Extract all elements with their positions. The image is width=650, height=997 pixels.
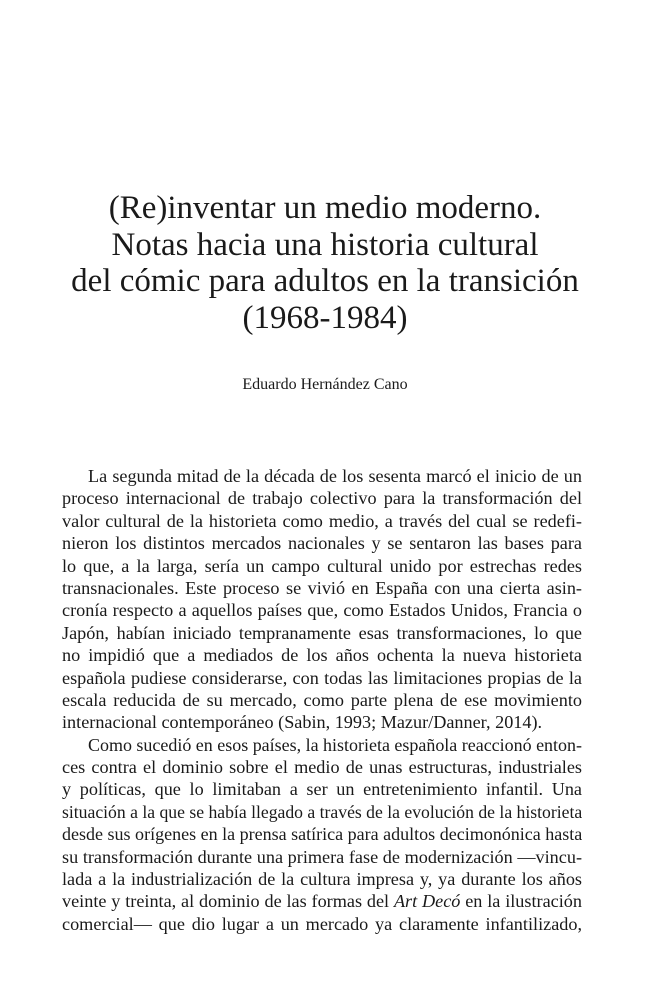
title-line: (1968-1984) xyxy=(242,299,408,336)
title-line: (Re)inventar un medio moderno. xyxy=(108,190,542,226)
title-line: Notas hacia una historia cultural xyxy=(111,226,539,263)
text-line: lada a la industrialización de la cultura impresa y, ya durante los años xyxy=(62,869,582,890)
text-line: Como sucedió en esos países, la historieta española reaccionó enton- xyxy=(88,734,582,755)
text-line: lo que, a la larga, sería un campo cultural unido por estrechas redes xyxy=(62,555,582,576)
text-line: desde sus orígenes en la prensa satírica para adultos decimonónica hasta xyxy=(62,824,583,845)
italic-term: Art Decó xyxy=(393,891,461,912)
body-text xyxy=(62,465,582,935)
text-line: La segunda mitad de la década de los sesenta marcó el inicio de un xyxy=(88,466,582,486)
text-line: proceso internacional de trabajo colectivo para la transformación del xyxy=(62,488,582,509)
text-line: comercial— que dio lugar a un mercado ya claramente infantilizado, xyxy=(62,913,582,934)
text-line: transnacionales. Este proceso se vivió en España con una cierta asin- xyxy=(62,577,582,598)
text-line: no impidió que a mediados de los años ochenta la nueva historieta xyxy=(62,645,582,666)
text-line: española pudiese considerarse, con todas las limitaciones propias de la xyxy=(62,667,582,688)
text-line: ces contra el dominio sobre el medio de unas estructuras, industriales xyxy=(62,757,582,778)
title-line: del cómic para adultos en la transición xyxy=(71,263,579,299)
author-name: Eduardo Hernández Cano xyxy=(242,376,408,393)
text-line: su transformación durante una primera fase de modernización —vincu- xyxy=(62,846,582,867)
text-line: escala reducida de su mercado, como parte plena de ese movimiento xyxy=(62,689,582,710)
text-run: veinte y treinta, al dominio de las formas del xyxy=(62,891,394,912)
text-line: cronía respecto a aquellos países que, como Estados Unidos, Francia o xyxy=(62,600,582,621)
paragraph-2 xyxy=(62,734,582,936)
text-line: y políticas, que lo limitaban a ser un entretenimiento infantil. Una xyxy=(62,779,582,800)
text-line-with-italic xyxy=(62,890,582,912)
text-line: situación a la que se había llegado a través de la evolución de la historieta xyxy=(62,801,583,822)
text-line: Japón, habían iniciado tempranamente esas transformaciones, lo que xyxy=(62,622,582,643)
text-run: en la ilustración xyxy=(460,891,582,912)
text-line: valor cultural de la historieta como medio, a través del cual se redefi- xyxy=(62,510,582,531)
chapter-title xyxy=(40,190,610,336)
paragraph-1 xyxy=(62,465,582,734)
text-line: nieron los distintos mercados nacionales y se sentaron las bases para xyxy=(62,533,582,554)
text-line: internacional contemporáneo (Sabin, 1993; Mazur/Danner, 2014). xyxy=(62,712,543,733)
